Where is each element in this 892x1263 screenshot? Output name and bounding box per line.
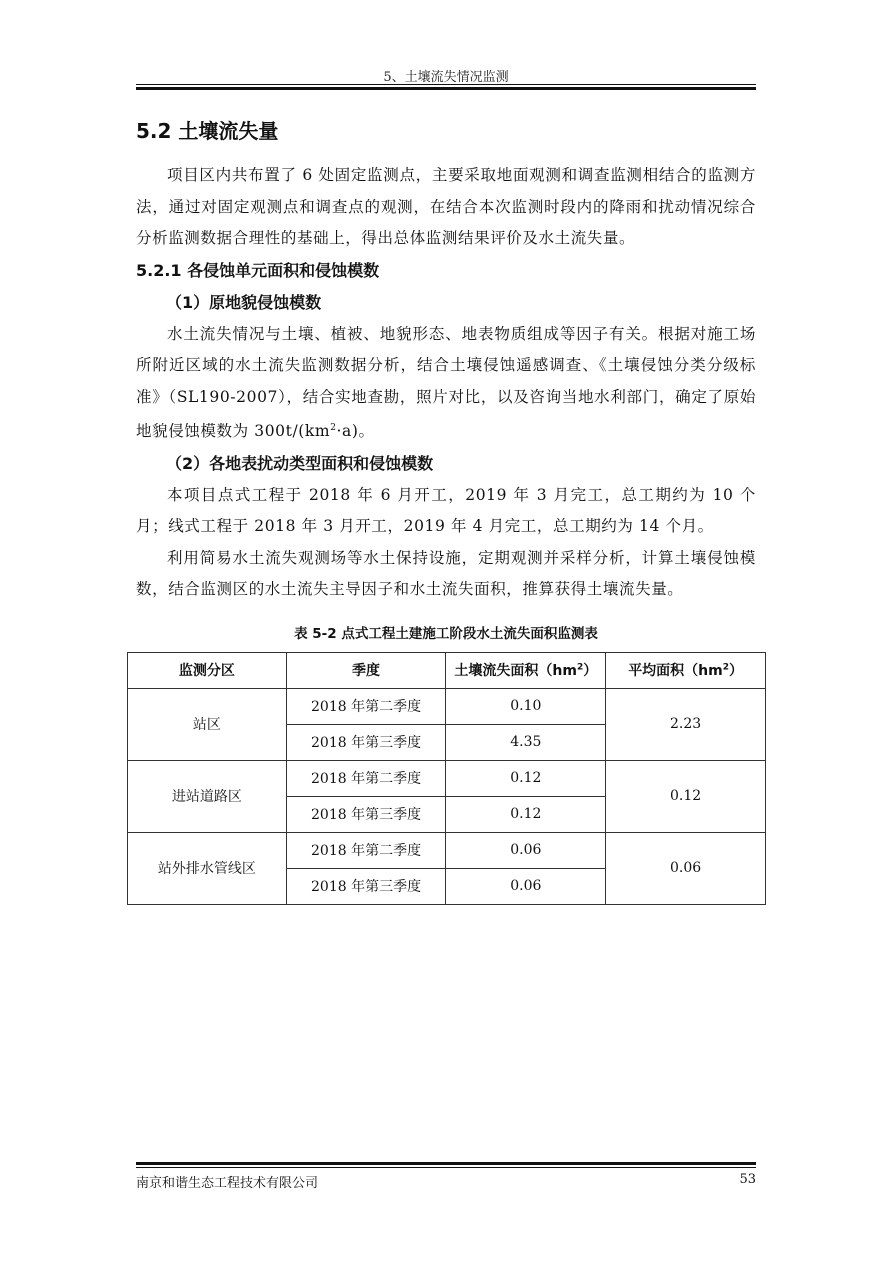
- table-row: [128, 760, 766, 796]
- item2-title: （2）各地表扰动类型面积和侵蚀模数: [166, 453, 434, 473]
- average-cell: 0.12: [606, 760, 766, 832]
- main-content: [136, 116, 756, 905]
- header-average-sup: 2: [722, 662, 730, 673]
- footer-company: 南京和谐生态工程技术有限公司: [136, 1176, 319, 1191]
- header-rule-thick: [136, 87, 756, 90]
- header-rule-thin: [136, 84, 756, 85]
- quarter-cell: 2018 年第二季度: [286, 832, 446, 868]
- item1-paragraph: [136, 319, 756, 448]
- item2-paragraph-2: 利用简易水土流失观测场等水土保持设施，定期观测并采样分析，计算土壤侵蚀模数，结合监测区的水土流失主导因子和水土流失面积，推算获得土壤流失量。: [136, 548, 756, 599]
- item1-title: （1）原地貌侵蚀模数: [166, 292, 322, 312]
- area-cell: 0.12: [446, 796, 606, 832]
- running-header: 5、土壤流失情况监测: [383, 70, 509, 85]
- table-header-row: [128, 652, 766, 688]
- area-cell: 4.35: [446, 724, 606, 760]
- footer-rule-thin: [136, 1167, 756, 1168]
- area-cell: 0.06: [446, 868, 606, 904]
- header-area-close: ）: [583, 663, 598, 680]
- zone-cell: 站外排水管线区: [128, 832, 287, 904]
- header-average-text: 平均面积（hm: [628, 663, 723, 680]
- monitoring-table: [127, 652, 766, 905]
- header-area: [446, 652, 606, 688]
- section-title: 5.2 土壤流失量: [136, 119, 279, 143]
- header-zone: 监测分区: [128, 652, 287, 688]
- footer-rule-thick: [136, 1162, 756, 1165]
- item1-text-pre: 水土流失情况与土壤、植被、地貌形态、地表物质组成等因子有关。根据对施工场所附近区域的水土流失监测数据分析，结合土壤侵蚀遥感调查、《土壤侵蚀分类分级标准》（SL190-2007），结合实地查勘，照片对比，以及咨询当地水利部门，确定了原始地貌侵蚀模数为 300t/(km: [136, 324, 756, 441]
- table-row: [128, 688, 766, 724]
- area-cell: 0.12: [446, 760, 606, 796]
- header-area-sup: 2: [576, 662, 584, 673]
- area-cell: 0.10: [446, 688, 606, 724]
- quarter-cell: 2018 年第二季度: [286, 688, 446, 724]
- page-number: 53: [739, 1172, 756, 1187]
- header-quarter: 季度: [286, 652, 446, 688]
- table-caption: 表 5-2 点式工程土建施工阶段水土流失面积监测表: [294, 625, 598, 642]
- header-average-close: ）: [729, 663, 744, 680]
- average-cell: 2.23: [606, 688, 766, 760]
- header-average: [606, 652, 766, 688]
- item1-text-post: ·a)。: [336, 422, 375, 441]
- quarter-cell: 2018 年第二季度: [286, 760, 446, 796]
- subsection-title: 5.2.1 各侵蚀单元面积和侵蚀模数: [136, 260, 380, 280]
- average-cell: 0.06: [606, 832, 766, 904]
- area-cell: 0.06: [446, 832, 606, 868]
- quarter-cell: 2018 年第三季度: [286, 868, 446, 904]
- item1-text-sup: 2: [330, 423, 337, 433]
- table-row: [128, 832, 766, 868]
- quarter-cell: 2018 年第三季度: [286, 796, 446, 832]
- section-intro-paragraph: 项目区内共布置了 6 处固定监测点，主要采取地面观测和调查监测相结合的监测方法，通过对固定观测点和调查点的观测，在结合本次监测时段内的降雨和扰动情况综合分析监测数据合理性的基础上，得出总体监测结果评价及水土流失量。: [136, 166, 756, 247]
- item2-paragraph-1: 本项目点式工程于 2018 年 6 月开工，2019 年 3 月完工，总工期约为 10 个月；线式工程于 2018 年 3 月开工，2019 年 4 月完工，总工期约为 14 个月。: [136, 485, 756, 536]
- zone-cell: 站区: [128, 688, 287, 760]
- header-area-text: 土壤流失面积（hm: [454, 663, 577, 680]
- zone-cell: 进站道路区: [128, 760, 287, 832]
- quarter-cell: 2018 年第三季度: [286, 724, 446, 760]
